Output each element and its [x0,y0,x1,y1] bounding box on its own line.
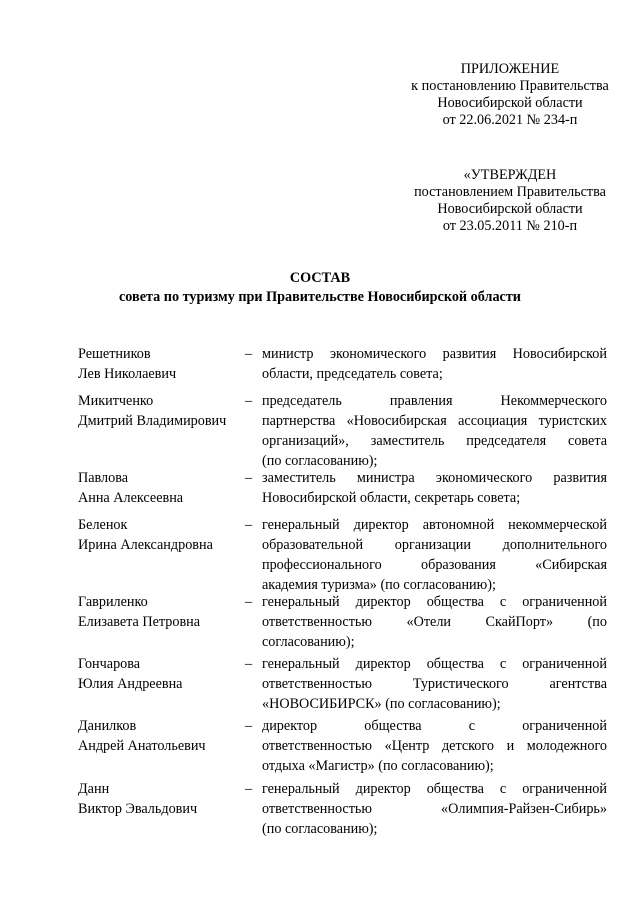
member-dash: – [245,781,253,797]
member-role [262,515,607,595]
member-dash: – [245,346,253,362]
member-role-line: ответственностью «Отели СкайПорт» (по [262,614,607,630]
appendix-line: ПРИЛОЖЕНИЕ [460,61,560,77]
member-role [262,391,607,471]
member-role-line: директор общества с ограниченной [262,718,607,734]
member-given-name: Елизавета Петровна [78,614,201,630]
member-role-line: ответственностью «Центр детского и молодежного [262,738,607,754]
member-role-line: генеральный директор общества с ограниченной [262,781,607,797]
member-role-line: генеральный директор автономной некоммерческой [262,517,607,533]
member-role-line: образовательной организации дополнительного [262,537,607,553]
member-role-line: Новосибирской области, секретарь совета; [262,490,521,506]
member-surname: Микитченко [78,393,154,409]
member-role-line: области, председатель совета; [262,366,443,382]
member-given-name: Андрей Анатольевич [78,738,206,754]
appendix-line: от 22.06.2021 № 234-п [442,112,578,128]
member-role-line: (по согласованию); [262,453,378,469]
member-name [78,515,243,555]
member-dash: – [245,718,253,734]
member-role [262,344,607,384]
member-surname: Гончарова [78,656,141,672]
member-role [262,592,607,652]
member-role-line: профессионального образования «Сибирская [262,557,607,573]
member-name [78,391,243,431]
member-surname: Данн [78,781,110,797]
member-surname: Решетников [78,346,151,362]
approved-line: от 23.05.2011 № 210-п [442,218,578,234]
member-role-line: ответственностью Туристического агентства [262,676,607,692]
member-name [78,344,243,384]
member-name [78,592,243,632]
member-role-line: согласованию); [262,634,355,650]
appendix-header [380,61,640,129]
member-role-line: партнерства «Новосибирская ассоциация туристских [262,413,607,429]
member-name [78,779,243,819]
approved-line: постановлением Правительства [414,184,606,200]
member-given-name: Лев Николаевич [78,366,177,382]
member-role-line: отдыха «Магистр» (по согласованию); [262,758,494,774]
member-role-line: генеральный директор общества с ограниченной [262,594,607,610]
approved-line: Новосибирской области [437,201,583,217]
member-given-name: Анна Алексеевна [78,490,184,506]
appendix-line: Новосибирской области [437,95,583,111]
member-given-name: Виктор Эвальдович [78,801,198,817]
member-role-line: академия туризма» (по согласованию); [262,577,496,593]
member-role-line: организаций», заместитель председателя совета [262,433,607,449]
approved-line: «УТВЕРЖДЕН [463,167,557,183]
member-given-name: Юлия Андреевна [78,676,183,692]
member-role-line: заместитель министра экономического развития [262,470,607,486]
member-dash: – [245,517,253,533]
member-dash: – [245,393,253,409]
member-role-line: генеральный директор общества с ограниченной [262,656,607,672]
member-name [78,716,243,756]
member-dash: – [245,656,253,672]
member-surname: Беленок [78,517,128,533]
member-dash: – [245,594,253,610]
member-given-name: Дмитрий Владимирович [78,413,227,429]
appendix-line: к постановлению Правительства [411,78,609,94]
member-role-line: ответственностью «Олимпия-Райзен-Сибирь» [262,801,607,817]
member-name [78,654,243,694]
member-name [78,468,243,508]
member-role-line: «НОВОСИБИРСК» (по согласованию); [262,696,501,712]
member-surname: Павлова [78,470,129,486]
member-role [262,468,607,508]
member-role-line: председатель правления Некоммерческого [262,393,607,409]
document-subtitle: совета по туризму при Правительстве Новосибирской области [119,289,521,305]
member-role [262,654,607,714]
approved-header [380,167,640,235]
member-dash: – [245,470,253,486]
member-surname: Данилков [78,718,137,734]
member-surname: Гавриленко [78,594,148,610]
member-role [262,779,607,839]
document-title: СОСТАВ [289,270,351,286]
member-given-name: Ирина Александровна [78,537,213,553]
member-role-line: министр экономического развития Новосибирской [262,346,607,362]
member-role-line: (по согласованию); [262,821,378,837]
member-role [262,716,607,776]
